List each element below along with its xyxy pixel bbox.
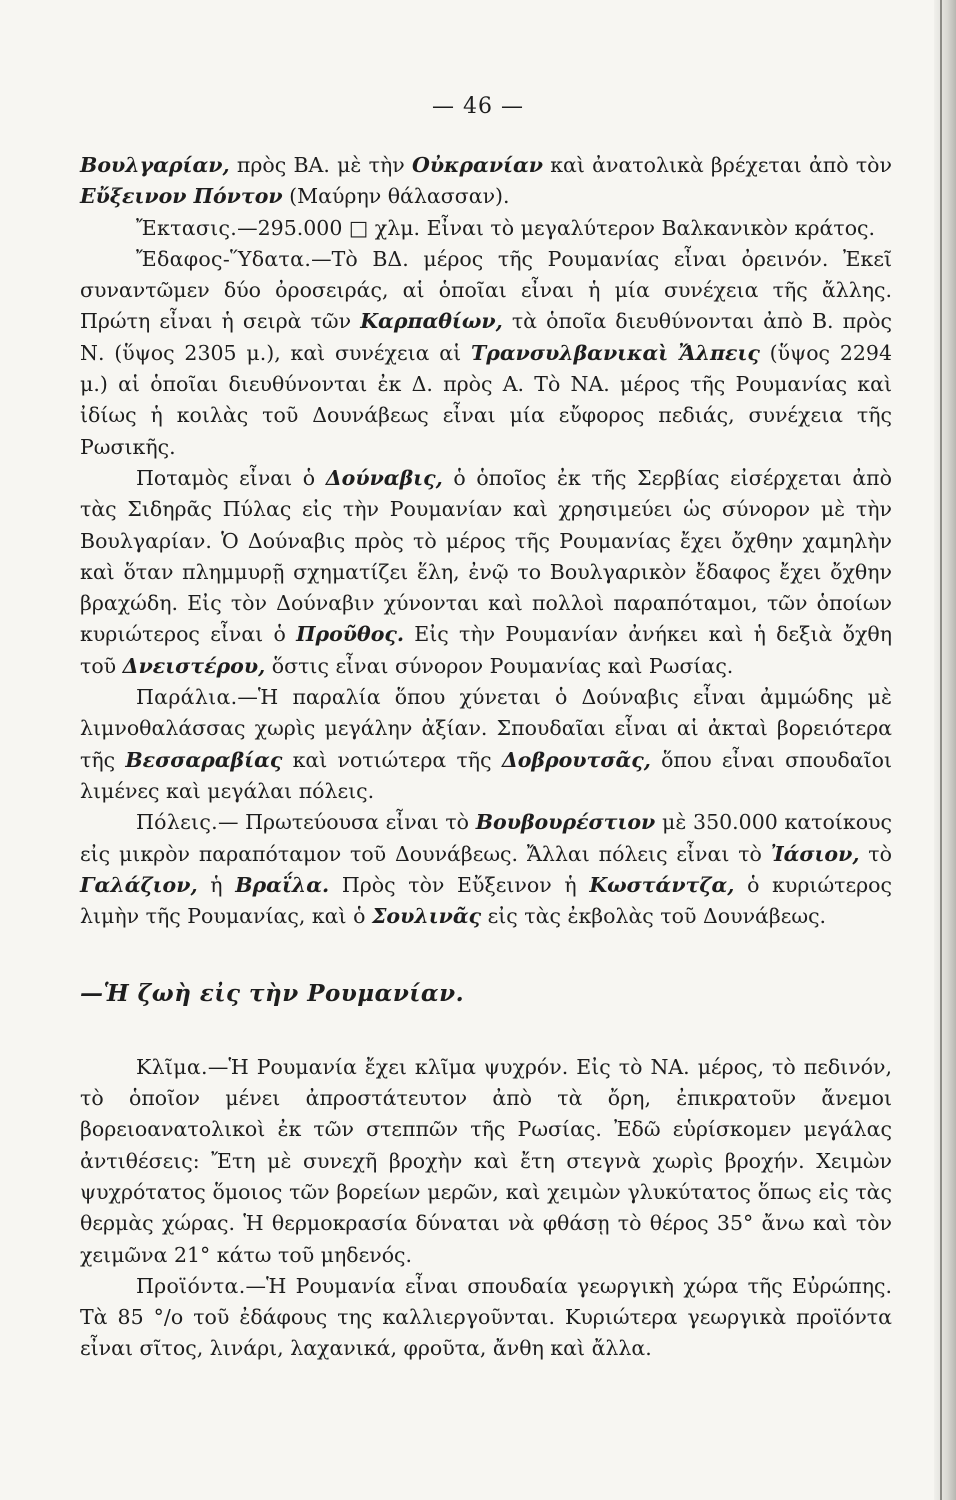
paragraph-rivers: Ποταμὸς εἶναι ὁ Δούναβις, ὁ ὁποῖος ἐκ τῆς Σερβίας εἰσέρχεται ἀπὸ τὰς Σιδηρᾶς Πύλας εἰς τὴν Ρουμανίαν καὶ χρησιμεύει ὡς σύνορον μὲ τὴν Βουλγαρίαν. Ὁ Δούναβις πρὸς τὸ μέρος τῆς Ρουμανίας ἔχει ὄχθην χαμηλὴν καὶ ὅταν πλημμυρῇ σχηματίζει ἕλη, ἐνῷ το Βουλγαρικὸν ἔδαφος ἔχει ὄχθην βραχώδη. Εἰς τὸν Δούναβιν χύνονται καὶ πολλοὶ παραπόταμοι, τῶν ὁποίων κυριώτερος εἶναι ὁ Προῦθος. Εἰς τὴν Ρουμανίαν ἀνήκει καὶ ἡ δεξιὰ ὄχθη τοῦ Δνειστέρου, ὅστις εἶναι σύνορον Ρουμανίας καὶ Ρωσίας. [80,465,892,678]
heading-products: Προϊόντα. [136,1273,246,1298]
heading-terrain: Ἔδαφος-Ὕδατα. [136,246,312,271]
heading-cities: Πόλεις. [136,810,218,835]
heading-coast: Παράλια. [136,685,238,710]
section-title: —Ἡ ζωὴ εἰς τὴν Ρουμανίαν. [80,980,465,1008]
paragraph-cities: Πόλεις.— Πρωτεύουσα εἶναι τὸ Βουβουρέστιον μὲ 350.000 κατοίκους εἰς μικρὸν παραπόταμον τοῦ Δουνάβεως. Ἄλλαι πόλεις εἶναι τὸ Ἰάσιον, τὸ Γαλάζιον, ἡ Βραΐλα. Πρὸς τὸν Εὔξεινον ἡ Κωστάντζα, ὁ κυριώτερος λιμὴν τῆς Ρουμανίας, καὶ ὁ Σουλινᾶς εἰς τὰς ἐκβολὰς τοῦ Δουνάβεως. [80,810,892,929]
page-body [80,150,892,1365]
paragraph-climate: Κλῖμα.—Ἡ Ρουμανία ἔχει κλῖμα ψυχρόν. Εἰς τὸ ΝΑ. μέρος, τὸ πεδινόν, τὸ ὁποῖον μένει ἀπροστάτευτον ἀπὸ τὰ ὄρη, ἐπικρατοῦν ἄνεμοι βορειοανατολικοὶ ἐκ τῶν στεππῶν τῆς Ρωσίας. Ἐδῶ εὑρίσκομεν μεγάλας ἀντιθέσεις: Ἔτη μὲ συνεχῆ βροχὴν καὶ ἔτη στεγνὰ χωρὶς βροχήν. Χειμὼν ψυχρότατος ὅμοιος τῶν βορείων μερῶν, καὶ χειμὼν γλυκύτατος ὅπως εἰς τὰς θερμὰς χώρας. Ἡ θερμοκρασία δύναται νὰ φθάσῃ τὸ θέρος 35° ἄνω καὶ τὸν χειμῶνα 21° κάτω τοῦ μηδενός. [80,1054,892,1267]
paragraph-borders: Βουλγαρίαν, πρὸς ΒΑ. μὲ τὴν Οὐκρανίαν καὶ ἀνατολικὰ βρέχεται ἀπὸ τὸν Εὔξεινον Πόντον (Μαύρην θάλασσαν). [80,153,892,209]
page-edge [934,0,956,1500]
page-edge-line [940,0,942,1500]
page-number: — 46 — [432,94,524,119]
paragraph-coast: Παράλια.—Ἡ παραλία ὅπου χύνεται ὁ Δούναβις εἶναι ἀμμώδης μὲ λιμνοθαλάσσας χωρὶς μεγάλην ἀξίαν. Σπουδαῖαι εἶναι αἱ ἀκταὶ βορειότερα τῆς Βεσσαραβίας καὶ νοτιώτερα τῆς Δοβρουτσᾶς, ὅπου εἶναι σπουδαῖοι λιμένες καὶ μεγάλαι πόλεις. [80,685,893,803]
heading-climate: Κλῖμα. [136,1054,208,1079]
paragraph-terrain: Ἔδαφος-Ὕδατα.—Τὸ ΒΔ. μέρος τῆς Ρουμανίας εἶναι ὀρεινόν. Ἐκεῖ συναντῶμεν δύο ὀροσειράς, αἱ ὁποῖαι εἶναι ἡ μία συνέχεια τῆς ἄλλης. Πρώτη εἶναι ἡ σειρὰ τῶν Καρπαθίων, τὰ ὁποῖα διευθύνονται ἀπὸ Β. πρὸς Ν. (ὕψος 2305 μ.), καὶ συνέχεια αἱ Τρανσυλβανικαὶ Ἄλπεις (ὕψος 2294 μ.) αἱ ὁποῖαι διευθύνονται ἐκ Δ. πρὸς Α. Τὸ ΝΑ. μέρος τῆς Ρουμανίας καὶ ἰδίως ἡ κοιλὰς τοῦ Δουνάβεως εἶναι μία εὔφορος πεδιάς, συνέχεια τῆς Ρωσικῆς. [80,246,893,459]
heading-area: Ἔκτασις. [136,215,238,240]
square-symbol: □ [348,215,369,240]
paragraph-products: Προϊόντα.—Ἡ Ρουμανία εἶναι σπουδαία γεωργικὴ χώρα τῆς Εὐρώπης. Τὰ 85 °/o τοῦ ἐδάφους της καλλιεργοῦνται. Κυριώτερα γεωργικὰ προϊόντα εἶναι σῖτος, λινάρι, λαχανικά, φροῦτα, ἄνθη καὶ ἄλλα. [80,1273,892,1361]
paragraph-area: Ἔκτασις.—295.000 □ χλμ. Εἶναι τὸ μεγαλύτερον Βαλκανικὸν κράτος. [136,215,876,240]
